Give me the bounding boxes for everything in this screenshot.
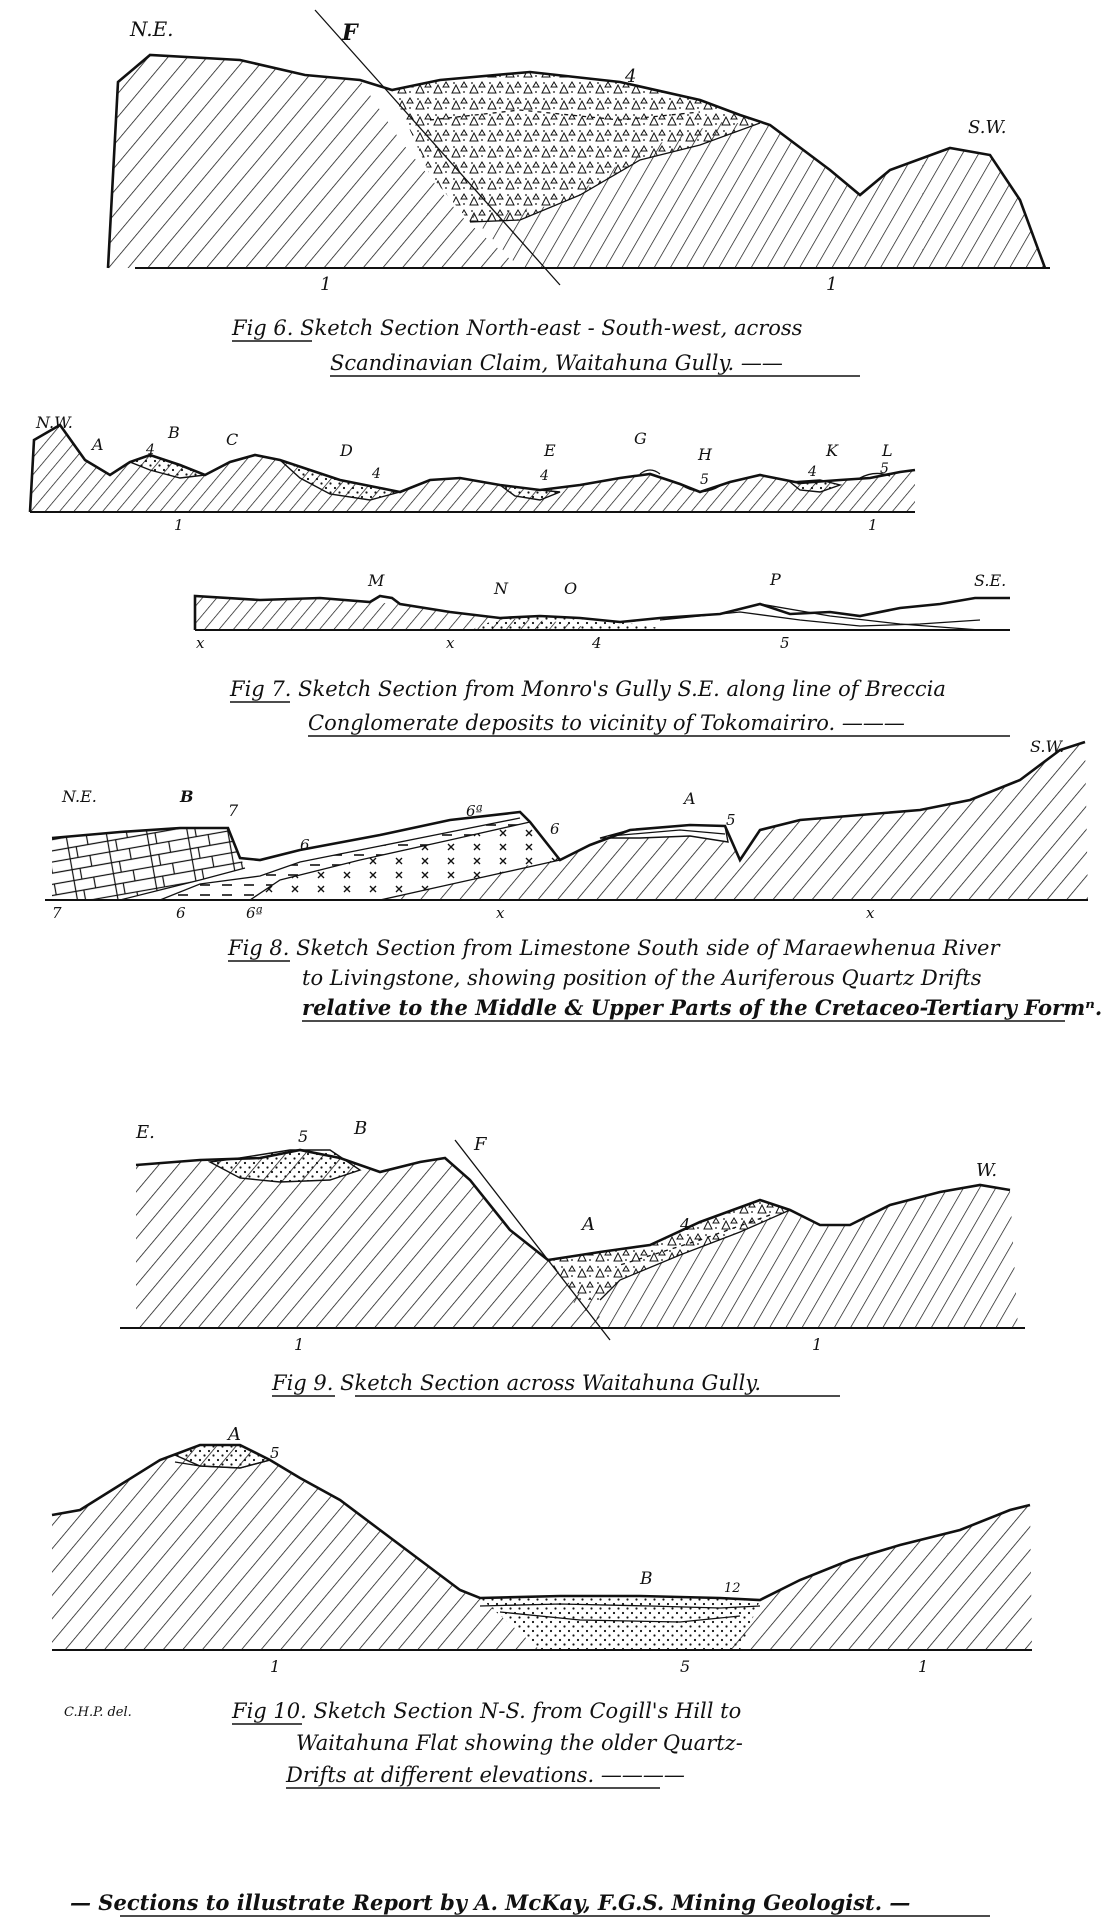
fig8-caption-line1: Fig 8. Sketch Section from Limestone South side of Maraewhenua River [228, 936, 1000, 960]
fig7-label-4d: 4 [808, 464, 817, 480]
fig7-label-xb: x [446, 634, 455, 652]
fig10-label-12: 12 [724, 1581, 741, 1596]
fig7-label-p: P [770, 570, 781, 589]
fig7-caption-line2: Conglomerate deposits to vicinity of Tokomairiro. ——— [308, 711, 905, 735]
fig8-caption-line3: relative to the Middle & Upper Parts of the Cretaceo-Tertiary Formⁿ. [302, 995, 1103, 1020]
fig8-caption-line2: to Livingstone, showing position of the Auriferous Quartz Drifts [302, 966, 982, 990]
fig8-label-6: 6 [300, 836, 310, 854]
fig7-label-4a: 4 [146, 442, 155, 458]
fig7-label-k: K [826, 441, 838, 460]
fig6-label-1b: 1 [826, 274, 838, 295]
fig10-caption-line2: Waitahuna Flat showing the older Quartz- [296, 1731, 743, 1755]
fig10-label-5: 5 [270, 1444, 280, 1462]
fig7-label-d: D [340, 441, 353, 460]
fig8-label-5: 5 [726, 811, 736, 829]
fig7-label-g: G [634, 429, 647, 448]
fig10-bedrock-right [720, 1505, 1032, 1650]
fig7-label-n: N [494, 579, 508, 598]
fig10-credit: C.H.P. del. [64, 1705, 132, 1720]
fig7-label-1b: 1 [868, 516, 878, 534]
fig8-label-7: 7 [228, 801, 239, 820]
fig7-label-h: H [698, 445, 712, 464]
fig6-label-1a: 1 [320, 274, 332, 295]
fig8-label-b6: 6 [176, 904, 186, 922]
fig8-label-ne: N.E. [62, 787, 97, 806]
fig7-label-xa: x [196, 634, 205, 652]
fig10-caption-line1: Fig 10. Sketch Section N-S. from Cogill's Hill to [232, 1699, 742, 1723]
fig7-label-e: E [544, 441, 556, 460]
fig6-label-4: 4 [625, 66, 637, 87]
fig7-label-c: C [226, 430, 239, 449]
fig8-label-b7: 7 [52, 904, 62, 922]
fig9-caption: Fig 9. Sketch Section across Waitahuna Gully. [272, 1371, 762, 1395]
fig8-label-xb: x [866, 904, 875, 922]
fig6-caption-line2: Scandinavian Claim, Waitahuna Gully. —— [330, 351, 783, 375]
fig8-label-b6a: 6ª [246, 904, 263, 922]
fig10-caption-line3: Drifts at different elevations. ———— [286, 1763, 685, 1787]
fig9-label-5: 5 [298, 1127, 309, 1146]
fig7-label-1a: 1 [174, 516, 184, 534]
fig9-label-1a: 1 [294, 1335, 305, 1354]
fig7-label-4e: 4 [592, 634, 602, 652]
fig9-label-a: A [582, 1214, 595, 1235]
fig8-label-b: B [180, 787, 194, 806]
fig6-label-ne: N.E. [130, 17, 174, 41]
fig9-label-w: W. [976, 1160, 998, 1181]
plate-footer-title: — Sections to illustrate Report by A. McKay, F.G.S. Mining Geologist. — [70, 1890, 911, 1915]
fig7-label-5b: 5 [880, 461, 889, 477]
fig10-label-1b: 1 [918, 1657, 929, 1676]
fig8-label-sw: S.W. [1030, 737, 1065, 756]
fig7-label-m: M [368, 571, 385, 590]
fig10-label-1a: 1 [270, 1657, 281, 1676]
fig9-section [120, 1118, 1025, 1396]
fig7-caption-line1: Fig 7. Sketch Section from Monro's Gully S.E. along line of Breccia [230, 677, 946, 701]
fig7-upper-section [30, 413, 915, 534]
fig9-label-b: B [354, 1118, 368, 1139]
fig8-section [45, 737, 1102, 1021]
fig9-label-1b: 1 [812, 1335, 823, 1354]
fig7-lower-section [195, 570, 1010, 736]
fig7-label-nw: N.W. [36, 413, 73, 432]
fig7-label-b: B [168, 423, 180, 442]
fig10-section [52, 1424, 1032, 1788]
fig8-label-6b: 6 [550, 820, 560, 838]
fig7-label-4c: 4 [540, 468, 549, 484]
fig8-label-xa: x [496, 904, 505, 922]
fig7-label-se: S.E. [974, 571, 1007, 590]
fig9-label-4: 4 [680, 1215, 691, 1234]
fig8-label-a: A [684, 789, 696, 808]
fig7-label-4b: 4 [372, 466, 381, 482]
fig8-label-6a: 6ª [466, 802, 483, 820]
fig7-label-l: L [882, 441, 893, 460]
fig9-label-e: E. [136, 1122, 155, 1143]
fig6-caption-line1: Fig 6. Sketch Section North-east - South-west, across [232, 316, 803, 340]
fig10-label-b: B [640, 1569, 653, 1589]
fig7-label-5a: 5 [700, 472, 709, 488]
fig7-label-5c: 5 [780, 634, 790, 652]
fig10-label-a: A [228, 1424, 241, 1445]
fig9-label-f: F [474, 1134, 487, 1155]
fig6-label-f: F [342, 20, 358, 46]
fig6-label-sw: S.W. [968, 117, 1007, 138]
fig7-label-a: A [92, 435, 104, 454]
fig6-section [108, 10, 1050, 376]
fig9-bedrock-left [136, 1150, 610, 1328]
fig10-label-5b: 5 [680, 1657, 691, 1676]
fig7-label-o: O [564, 579, 578, 598]
